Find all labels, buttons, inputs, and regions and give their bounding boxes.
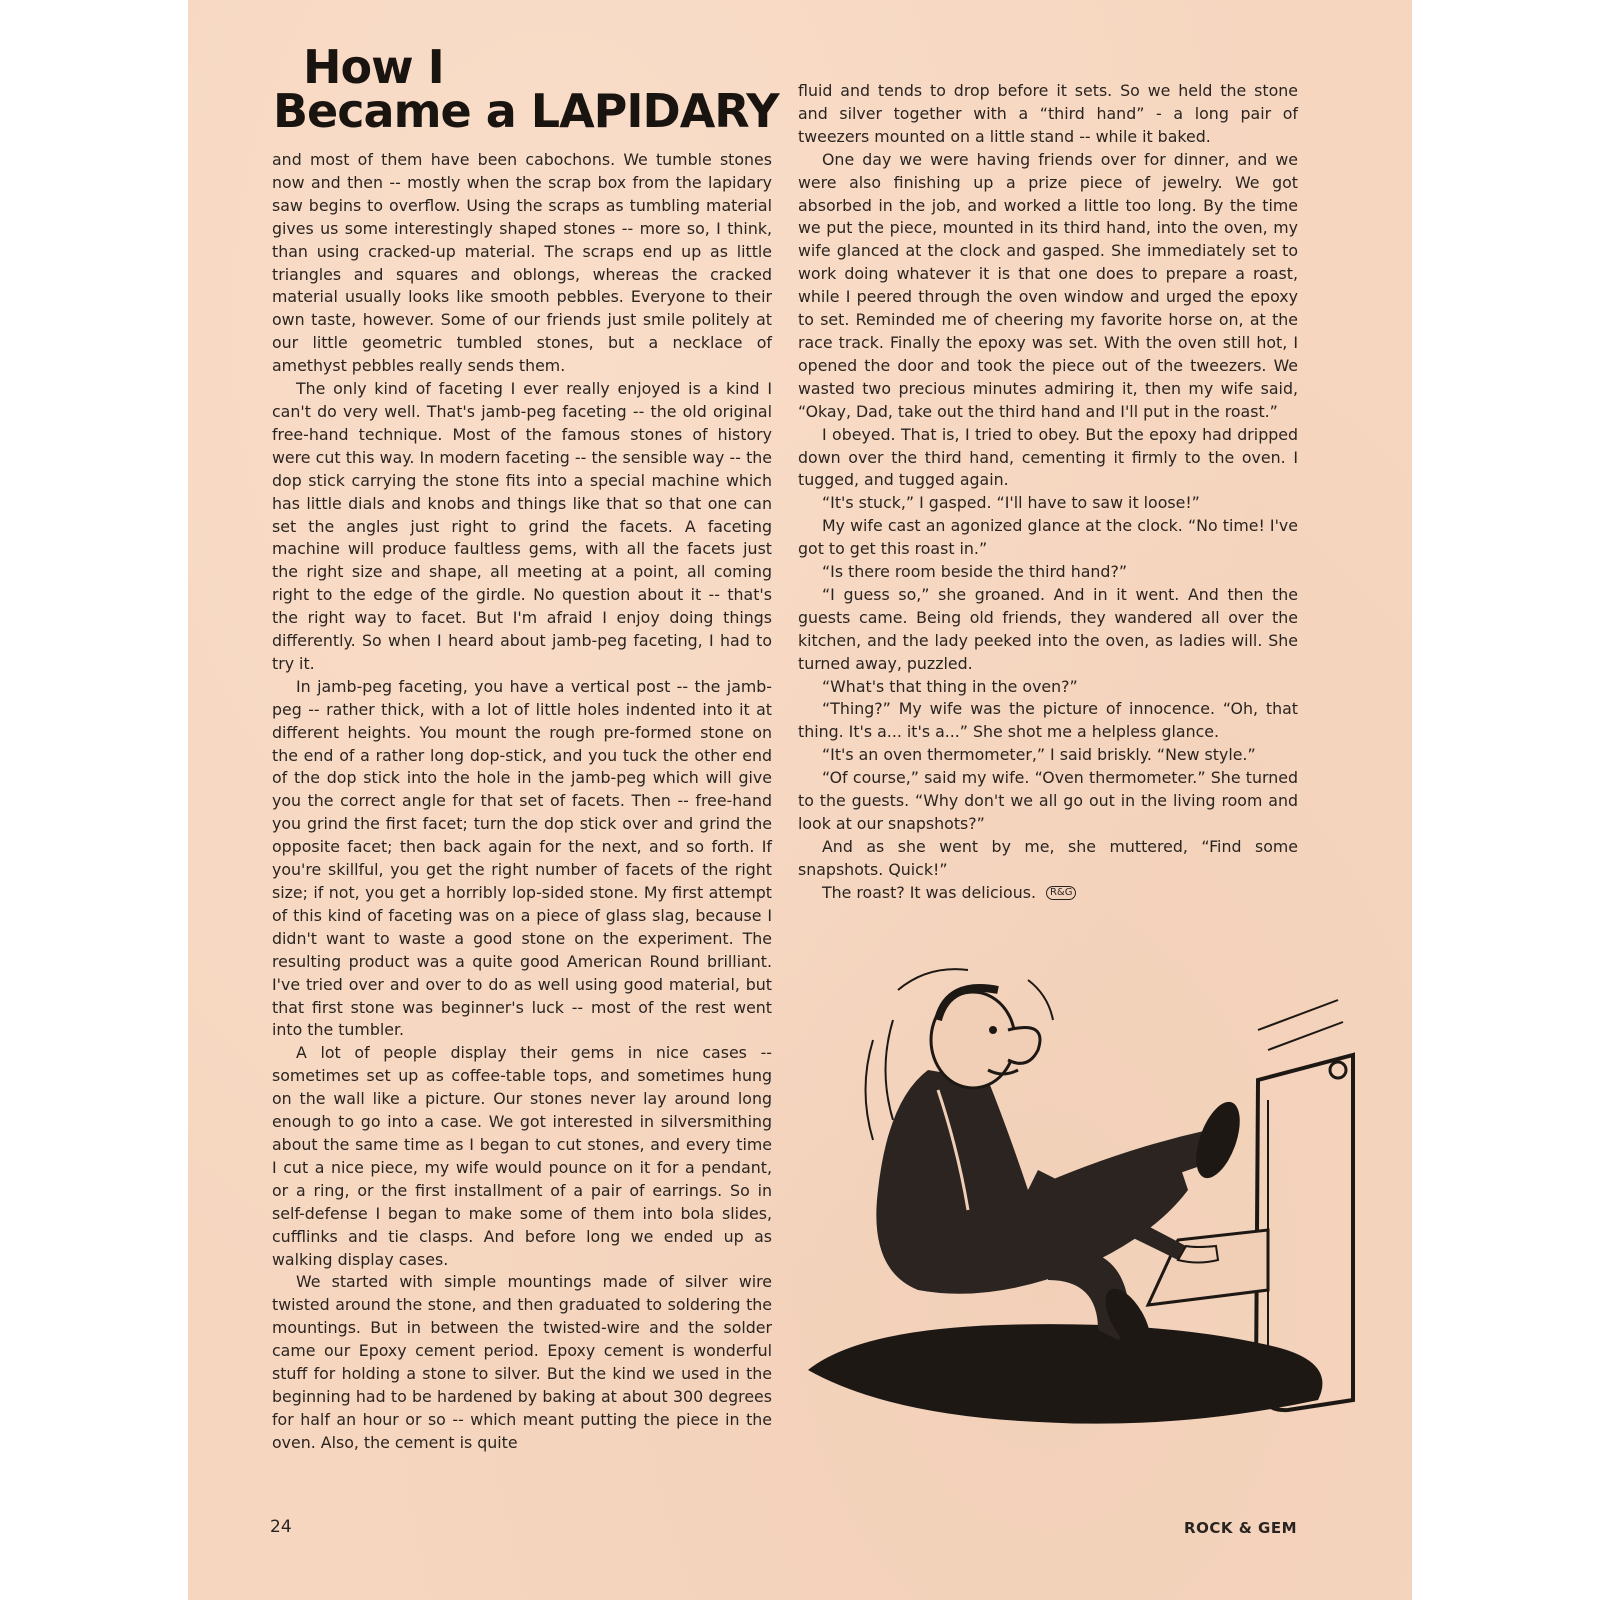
- paragraph: “I guess so,” she groaned. And in it went. And then the guests came. Being old friends, they wandered all over the kitchen, and the lady peeked into the oven, as ladies will. She turned away, puzzled.: [798, 584, 1298, 673]
- paragraph: “What's that thing in the oven?”: [822, 676, 1078, 696]
- last-paragraph: [798, 882, 1298, 905]
- magazine-page: [188, 0, 1412, 1600]
- paragraph: In jamb-peg faceting, you have a vertical post -- the jamb-peg -- rather thick, with a lot of little holes indented into it at different heights. You mount the rough pre-formed stone on the end of a rather long dop-stick, and you tuck the other end of the dop stick into the hole in the jamb-peg which will give you the correct angle for that set of facets. Then -- free-hand you grind the first facet; turn the dop stick over and grind the opposite facet; then back again for the next, and so forth. If you're skillful, you get the right number of facets of the right size; if not, you get a horribly lop-sided stone. My first attempt of this kind of faceting was on a piece of glass slag, because I didn't want to waste a good stone on the experiment. The resulting product was a quite good American Round brilliant. I've tried over and over to do as well using good material, but that first stone was beginner's luck -- most of the rest went into the tumbler.: [272, 676, 772, 1040]
- article-title: [273, 40, 793, 138]
- paragraph: We started with simple mountings made of silver wire twisted around the stone, and then graduated to soldering the mountings. But in between the twisted-wire and the solder came our Epoxy cement period. Epoxy cement is wonderful stuff for holding a stone to silver. But the kind we used in the beginning had to be hardened by baking at about 300 degrees for half an hour or so -- which meant putting the piece in the oven. Also, the cement is quite: [272, 1272, 772, 1452]
- paragraph: “Of course,” said my wife. “Oven thermometer.” She turned to the guests. “Why don't we all go out in the living room and look at our snapshots?”: [798, 768, 1298, 833]
- paragraph: fluid and tends to drop before it sets. So we held the stone and silver together with a “third hand” - a long pair of tweezers mounted on a little stand -- while it baked.: [798, 81, 1298, 146]
- page-number: 24: [270, 1517, 292, 1537]
- paragraph: I obeyed. That is, I tried to obey. But the epoxy had dripped down over the third hand, cementing it firmly to the oven. I tugged, and tugged again.: [798, 424, 1298, 490]
- paragraph: and most of them have been cabochons. We tumble stones now and then -- mostly when the scrap box from the lapidary saw begins to overflow. Using the scraps as tumbling material gives us some interestingly shaped stones -- more so, I think, than using cracked-up material. The scraps end up as little triangles and squares and oblongs, whereas the cracked material usually looks like smooth pebbles. Everyone to their own taste, however. Some of our friends just smile politely at our little geometric tumbled stones, but a necklace of amethyst pebbles really sends them.: [272, 150, 772, 376]
- paragraph: “Is there room beside the third hand?”: [822, 562, 1128, 582]
- end-mark-badge: R&G: [1046, 886, 1077, 900]
- paragraph-text: The roast? It was delicious.: [822, 882, 1036, 902]
- cartoon-illustration: [798, 960, 1358, 1440]
- paragraph: My wife cast an agonized glance at the clock. “No time! I've got to get this roast in.”: [798, 516, 1298, 559]
- paragraph: A lot of people display their gems in nice cases -- sometimes set up as coffee-table tops, and sometimes hung on the wall like a picture. Our stones never lay around long enough to go into a case. We got interested in silversmithing about the same time as I began to cut stones, and every time I cut a nice piece, my wife would pounce on it for a pendant, or a ring, or the first installment of a pair of earrings. So in self-defense I began to make some of them into bola slides, cufflinks and tie clasps. And before long we ended up as walking display cases.: [272, 1043, 772, 1269]
- magazine-name: ROCK & GEM: [1184, 1519, 1297, 1537]
- paragraph: “It's stuck,” I gasped. “I'll have to saw it loose!”: [822, 493, 1200, 513]
- paragraph: “It's an oven thermometer,” I said briskly. “New style.”: [822, 745, 1256, 765]
- paragraph: And as she went by me, she muttered, “Find some snapshots. Quick!”: [798, 836, 1298, 879]
- floor-shadow: [808, 1324, 1322, 1424]
- right-column: [798, 80, 1298, 905]
- left-column: [272, 149, 772, 1455]
- paragraph: The only kind of faceting I ever really enjoyed is a kind I can't do very well. That's jamb-peg faceting -- the old original free-hand technique. Most of the famous stones of history were cut this way. In modern faceting -- the sensible way -- the dop stick carrying the stone fits into a special machine which has little dials and knobs and things like that so that one can set the angles just right to grind the facets. A faceting machine will produce faultless gems, with all the facets just the right size and shape, all meeting at a point, all coming right to the edge of the girdle. No question about it -- that's the right way to facet. But I'm afraid I enjoy doing things differently. So when I heard about jamb-peg faceting, I had to try it.: [272, 379, 772, 673]
- title-line-2: Became a LAPIDARY: [273, 83, 779, 138]
- title-line-1: How I: [303, 40, 444, 94]
- paragraph: “Thing?” My wife was the picture of innocence. “Oh, that thing. It's a... it's a...” She shot me a helpless glance.: [798, 699, 1298, 742]
- paragraph: One day we were having friends over for dinner, and we were also finishing up a prize piece of jewelry. We got absorbed in the job, and worked a little too long. By the time we put the piece, mounted in its third hand, into the oven, my wife glanced at the clock and gasped. She immediately set to work doing whatever it is that one does to prepare a roast, while I peered through the oven window and urged the epoxy to set. Reminded me of cheering my favorite horse on, at the race track. Finally the epoxy was set. With the oven still hot, I opened the door and took the piece out of the tweezers. We wasted two precious minutes admiring it, then my wife said, “Okay, Dad, take out the third hand and I'll put in the roast.”: [798, 149, 1298, 421]
